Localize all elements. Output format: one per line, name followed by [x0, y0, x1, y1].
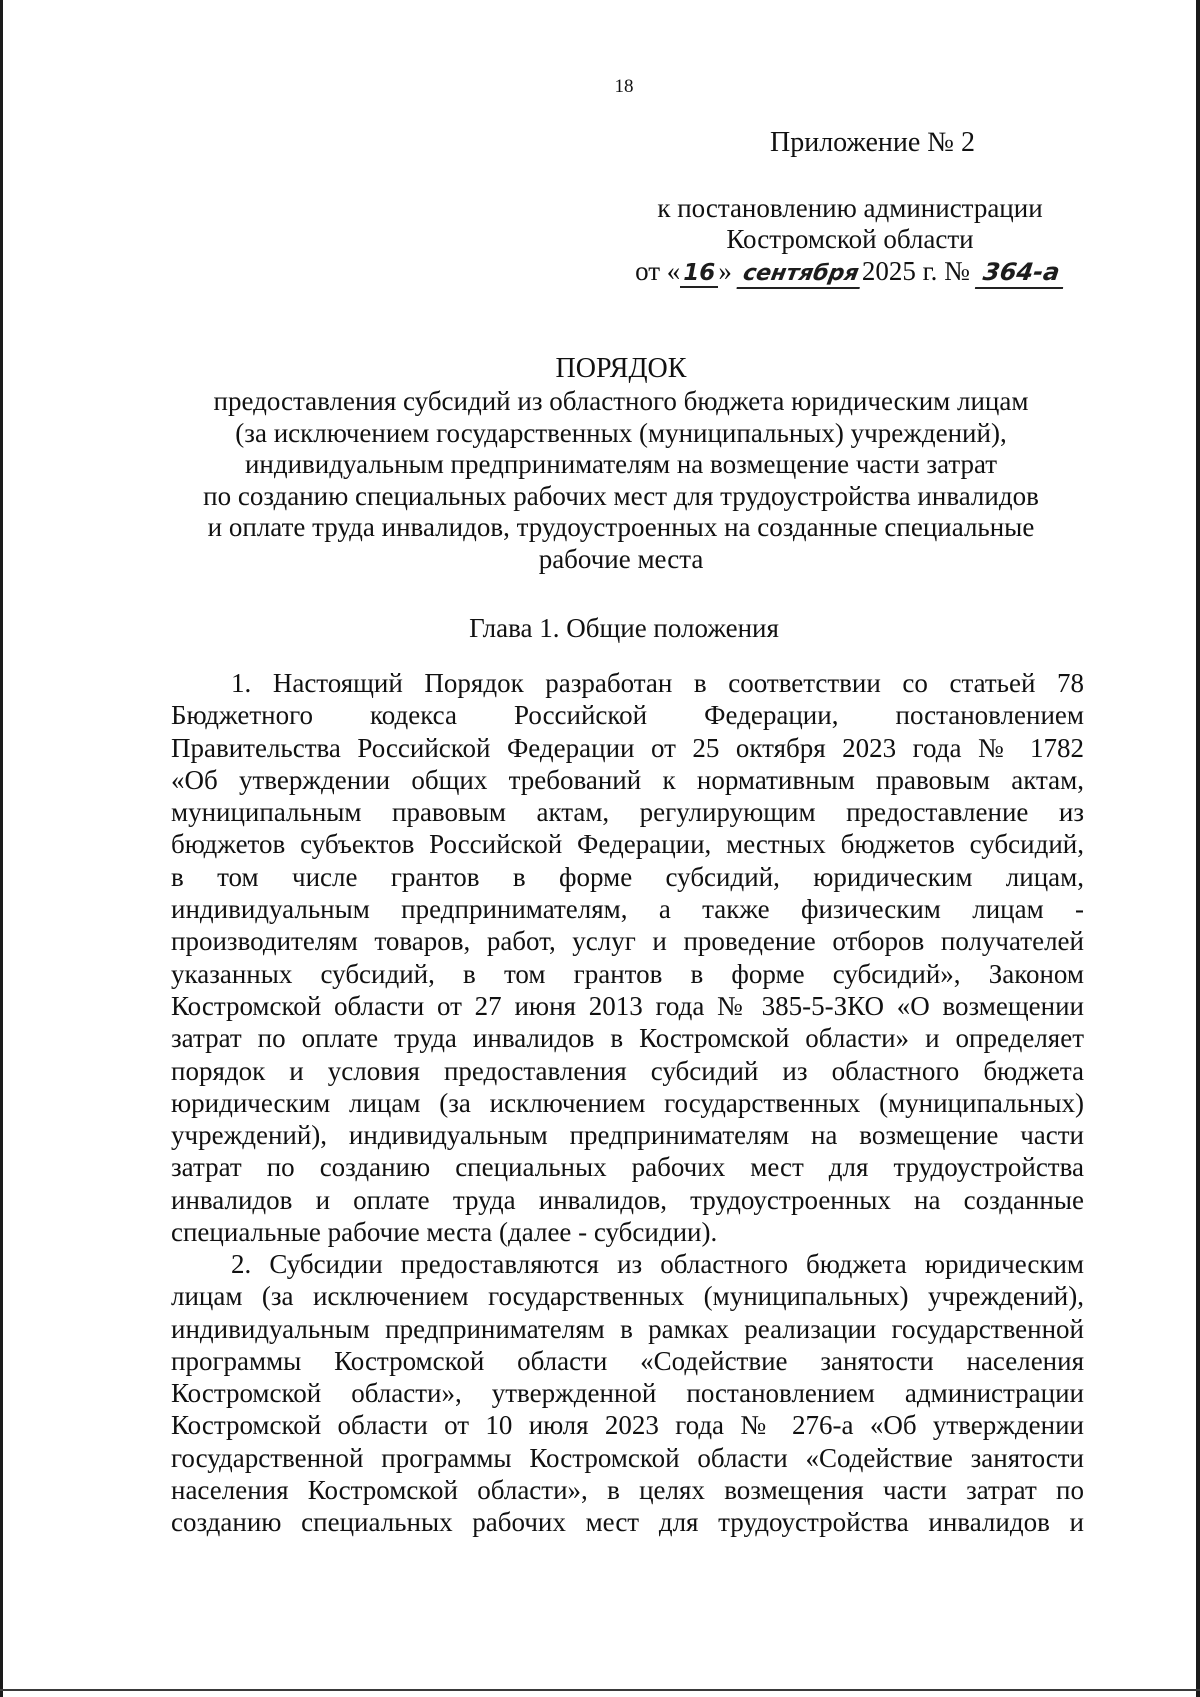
paragraph-line: Бюджетного кодекса Российской Федерации, постановлением — [171, 700, 1084, 731]
subtitle-line: по созданию специальных рабочих мест для трудоустройства инвалидов — [203, 480, 1039, 511]
chapter-heading: Глава 1. Общие положения — [469, 613, 779, 643]
paragraph-line: бюджетов субъектов Российской Федерации, местных бюджетов субсидий, — [171, 829, 1084, 860]
paragraph-line: затрат по созданию специальных рабочих мест для трудоустройства — [171, 1152, 1084, 1183]
subtitle-line: индивидуальным предпринимателям на возмещение части затрат — [244, 449, 998, 480]
paragraph-line: Костромской области», утвержденной постановлением администрации — [171, 1378, 1084, 1409]
paragraph-line: специальные рабочие места (далее - субсидии). — [171, 1217, 718, 1248]
paragraph-line: указанных субсидий, в том грантов в форме субсидий», Законом — [171, 958, 1084, 989]
paragraph-line: учреждений), индивидуальным предпринимателям на возмещение части — [171, 1120, 1084, 1151]
paragraph-1 — [171, 667, 1084, 1248]
paragraph-line: 2. Субсидии предоставляются из областного бюджета юридическим — [231, 1249, 1084, 1279]
subtitle-line: (за исключением государственных (муниципальных) учреждений), — [235, 417, 1007, 448]
paragraph-line: в том числе грантов в форме субсидий, юридическим лицам, — [171, 861, 1084, 892]
paragraph-line: муниципальным правовым актам, регулирующим предоставление из — [171, 797, 1084, 828]
decree-date-prefix: от « — [635, 255, 681, 286]
decree-date-mid: » — [718, 255, 739, 286]
paragraph-line: лицам (за исключением государственных (муниципальных) учреждений), — [171, 1281, 1084, 1312]
paragraph-line: Костромской области от 10 июля 2023 года № 276-а «Об утверждении — [171, 1410, 1084, 1441]
page-number: 18 — [614, 76, 634, 97]
decree-date-line — [600, 256, 1100, 289]
appendix-label: Приложение № 2 — [770, 127, 975, 158]
subtitle-line: предоставления субсидий из областного бюджета юридическим лицам — [213, 386, 1029, 416]
paragraph-2 — [171, 1248, 1084, 1539]
paragraph-line: «Об утверждении общих требований к нормативным правовым актам, — [171, 764, 1084, 795]
scan-edge-left — [0, 0, 3, 1697]
decree-line-2: Костромской области — [726, 224, 974, 255]
handwritten-month: сентября — [736, 261, 864, 289]
scan-edge-bottom — [0, 1689, 1200, 1691]
paragraph-line: затрат по оплате труда инвалидов в Костромской области» и определяет — [171, 1023, 1084, 1054]
paragraph-line: Костромской области от 27 июня 2013 года № 385-5-ЗКО «О возмещении — [171, 990, 1084, 1021]
subtitle-line: рабочие места — [538, 543, 704, 574]
paragraph-line: индивидуальным предпринимателям в рамках реализации государственной — [171, 1313, 1084, 1344]
decree-reference — [600, 193, 1100, 288]
paragraph-line: индивидуальным предпринимателям, а также физическим лицам - — [171, 894, 1084, 925]
decree-year-text: 2025 г. № — [861, 255, 977, 286]
document-title: ПОРЯДОК — [555, 353, 687, 384]
paragraph-line: порядок и условия предоставления субсидий из областного бюджета — [171, 1055, 1084, 1086]
subtitle-line: и оплате труда инвалидов, трудоустроенных на созданные специальные — [207, 512, 1035, 543]
paragraph-line: населения Костромской области», в целях возмещения части затрат по — [171, 1475, 1084, 1506]
paragraph-line: программы Костромской области «Содействие занятости населения — [171, 1345, 1084, 1376]
decree-line-1: к постановлению администрации — [657, 193, 1043, 223]
scan-edge-right — [1196, 0, 1200, 1697]
handwritten-day: 16 — [680, 260, 718, 289]
paragraph-line: инвалидов и оплате труда инвалидов, трудоустроенных на созданные — [171, 1184, 1084, 1215]
document-subtitle — [160, 386, 1082, 575]
paragraph-line: производителям товаров, работ, услуг и проведение отборов получателей — [171, 926, 1084, 957]
paragraph-line: 1. Настоящий Порядок разработан в соответствии со статьей 78 — [231, 668, 1084, 698]
paragraph-line: Правительства Российской Федерации от 25 октября 2023 года № 1782 — [171, 732, 1084, 763]
paragraph-line: юридическим лицам (за исключением государственных (муниципальных) — [171, 1087, 1084, 1118]
paragraph-line: государственной программы Костромской области «Содействие занятости — [171, 1442, 1084, 1473]
paragraph-line: созданию специальных рабочих мест для трудоустройства инвалидов и — [171, 1507, 1084, 1538]
handwritten-decree-number: 364-а — [975, 259, 1067, 289]
